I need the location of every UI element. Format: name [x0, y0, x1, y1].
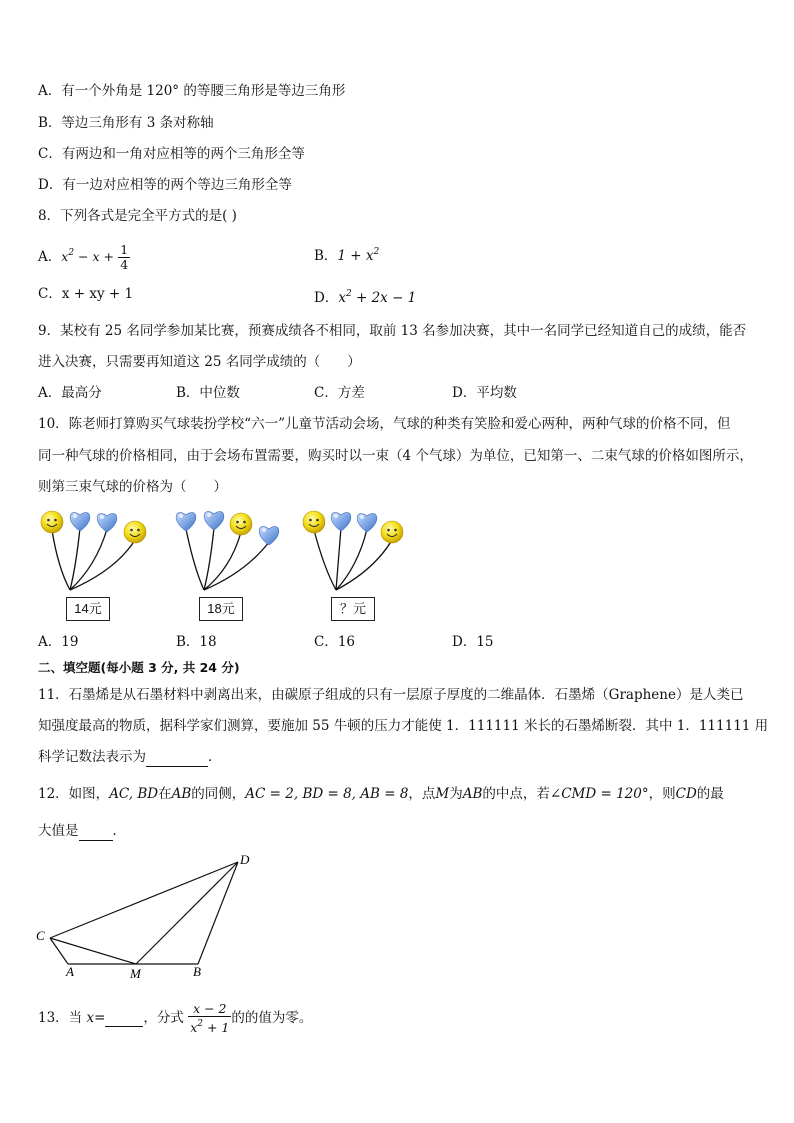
answer-blank — [79, 822, 113, 841]
q11-stem-line2: 知强度最高的物质，据科学家们测算，要施加 55 牛顿的压力才能使 1．111111 米长的石墨烯断裂．其中 1．111111 用 — [38, 718, 769, 734]
q9-option-b: B．中位数 — [176, 385, 240, 401]
smiley-balloon-icon — [303, 511, 325, 533]
point-label-m: M — [130, 966, 141, 980]
point-label-a: A — [66, 964, 74, 979]
segment-cm — [50, 938, 136, 964]
heart-balloon-icon — [357, 514, 377, 532]
math-var: x — [61, 249, 69, 264]
math-term: − x + — [74, 249, 114, 264]
q7-option-c: C．有两边和一角对应相等的两个三角形全等 — [38, 146, 305, 162]
q11-stem-line3: 科学记数法表示为 ． — [38, 749, 222, 765]
heart-balloon-icon — [259, 527, 279, 545]
heart-balloon-icon — [331, 513, 351, 531]
heart-balloon-icon — [70, 513, 90, 531]
smiley-balloon-icon — [381, 521, 403, 543]
smiley-balloon-icon — [230, 513, 252, 535]
q8-option-a — [38, 236, 130, 270]
math-exponent: 2 — [68, 248, 75, 258]
heart-balloon-icon — [204, 512, 224, 530]
q8-option-b: B．$1 + x^2$ — [314, 247, 380, 264]
q9-option-d: D．平均数 — [452, 385, 517, 401]
segment-md — [136, 862, 238, 964]
q12-stem-line1: 12．如图，AC, BD在AB的同侧，AC = 2, BD = 8, AB = 8，点M为AB的中点，若∠CMD = 120°，则CD的最 — [38, 786, 724, 802]
q7-option-a: A．有一个外角是 120° 的等腰三角形是等边三角形 — [38, 83, 346, 99]
q11-stem-line1: 11．石墨烯是从石墨材料中剥离出来，由碳原子组成的只有一层原子厚度的二维晶体．石墨烯（Graphene）是人类已 — [38, 687, 744, 703]
smiley-balloon-icon — [41, 511, 63, 533]
heart-balloon-icon — [97, 514, 117, 532]
section-heading: 二、填空题(每小题 3 分, 共 24 分) — [38, 660, 240, 675]
point-label-d: D — [240, 852, 250, 867]
answer-blank — [146, 748, 208, 767]
q10-stem-line3: 则第三束气球的价格为（ ） — [38, 479, 227, 495]
fraction-expression: $\frac{x - 2}{x^2 + 1}$ — [190, 1001, 230, 1035]
heart-balloon-icon — [176, 513, 196, 531]
q10-option-b: B．18 — [176, 634, 217, 650]
segment-ca — [50, 938, 68, 964]
q9-stem-line1: 9．某校有 25 名同学参加某比赛，预赛成绩各不相同，取前 13 名参加决赛，其中一名同学已经知道自己的成绩，能否 — [38, 323, 747, 339]
balloon-bunch-3 — [303, 511, 403, 590]
q8-option-d: D．$x^2 + 2x - 1$ — [314, 289, 417, 306]
smiley-balloon-icon — [124, 521, 146, 543]
q9-option-a: A．最高分 — [38, 385, 102, 401]
option-label: B． — [314, 248, 338, 264]
q13-stem: 13．当 x= ，分式 $\frac{x - 2}{x^2 + 1}$ 的的值为零。 — [38, 1001, 313, 1035]
q7-option-d: D．有一边对应相等的两个等边三角形全等 — [38, 177, 292, 193]
q10-option-c: C．16 — [314, 634, 356, 650]
price-tag-bunch-1: 14元 — [66, 597, 110, 621]
q9-stem-line2: 进入决赛，只需要再知道这 25 名同学成绩的（ ） — [38, 354, 361, 370]
q8-option-c: C．x + xy + 1 — [38, 286, 134, 302]
segment-bd — [198, 862, 238, 964]
q10-option-a: A．19 — [38, 634, 79, 650]
fraction-one-quarter: $\frac{1}{4}$ — [120, 242, 129, 272]
q8-stem: 8．下列各式是完全平方式的是( ) — [38, 208, 237, 224]
answer-blank — [105, 1010, 143, 1027]
q10-option-d: D．15 — [452, 634, 494, 650]
price-tag-bunch-2: 18元 — [199, 597, 243, 621]
option-label: A． — [38, 249, 62, 265]
q12-stem-line2: 大值是 ． — [38, 823, 126, 839]
option-label: D． — [314, 290, 339, 306]
point-label-c: C — [36, 928, 45, 943]
point-label-b: B — [193, 964, 201, 979]
q7-option-b: B．等边三角形有 3 条对称轴 — [38, 115, 214, 131]
balloon-bunch-1 — [41, 511, 146, 590]
q9-option-c: C．方差 — [314, 385, 365, 401]
balloon-bunch-2 — [176, 512, 279, 590]
price-tag-bunch-3: ？元 — [331, 597, 375, 621]
q10-stem-line2: 同一种气球的价格相同，由于会场布置需要，购买时以一束（4 个气球）为单位，已知第一、二束气球的价格如图所示， — [38, 448, 753, 464]
q10-stem-line1: 10．陈老师打算购买气球装扮学校“六一”儿童节活动会场，气球的种类有笑脸和爱心两种，两种气球的价格不同，但 — [38, 416, 731, 432]
segment-cd — [50, 862, 238, 938]
geometry-figure — [30, 850, 270, 980]
